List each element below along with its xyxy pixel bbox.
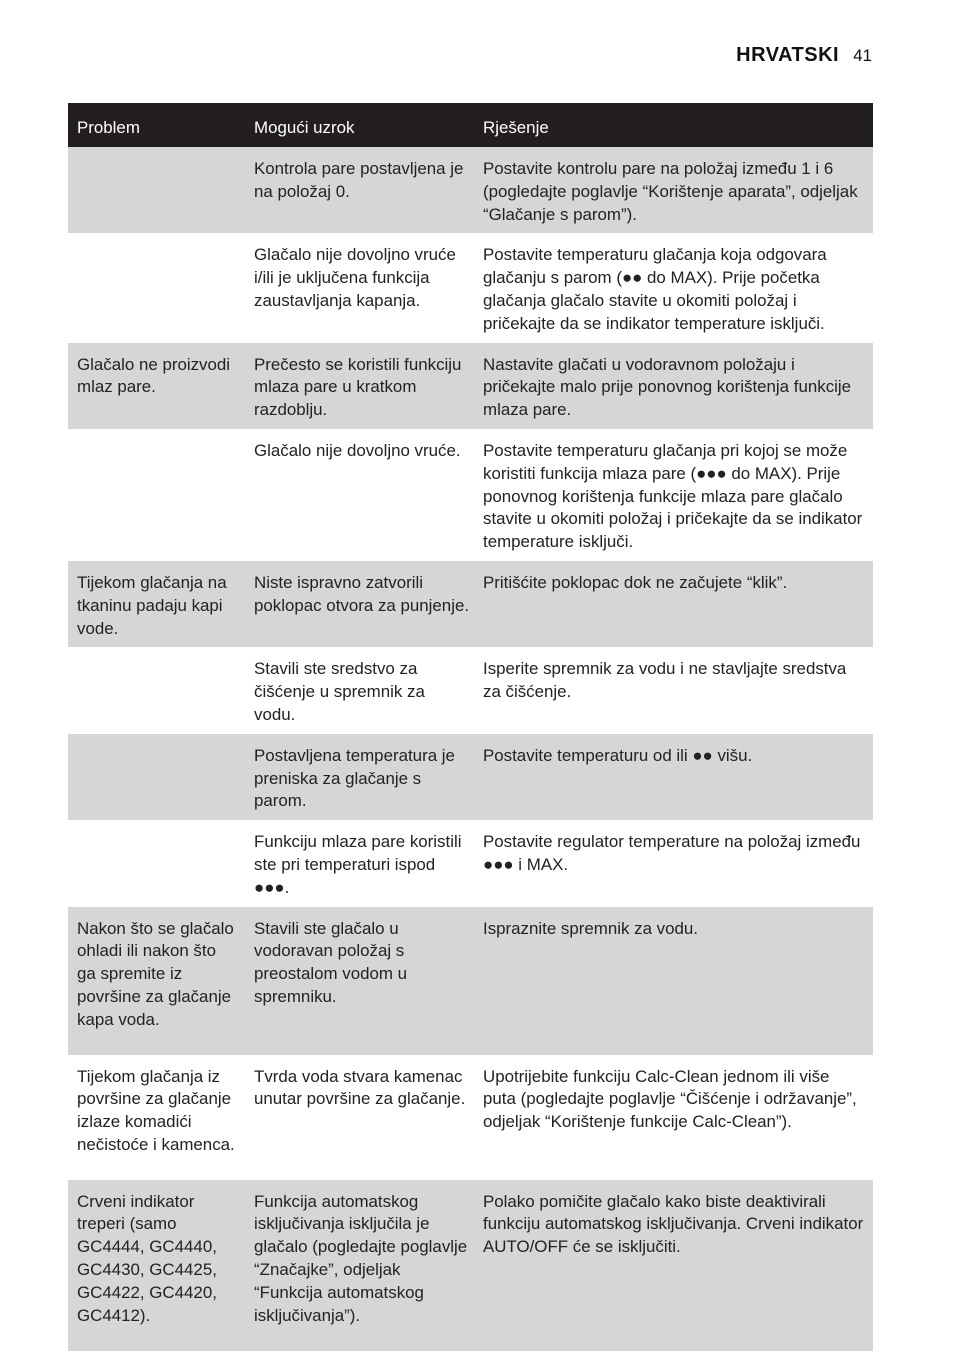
cause-cell: Tvrda voda stvara kamenac unutar površine za glačanje. xyxy=(245,1055,474,1180)
cause-cell: Glačalo nije dovoljno vruće. xyxy=(245,429,474,561)
problem-cell xyxy=(68,820,245,906)
cause-cell: Kontrola pare postavljena je na položaj 0. xyxy=(245,147,474,233)
solution-cell: Isperite spremnik za vodu i ne stavljajte sredstva za čišćenje. xyxy=(474,647,873,733)
table-row xyxy=(68,561,873,647)
problem-cell: Crveni indikator treperi (samo GC4444, GC4440, GC4430, GC4425, GC4422, GC4420, GC4412). xyxy=(68,1180,245,1351)
column-header-cause: Mogući uzrok xyxy=(245,103,474,147)
problem-cell: Tijekom glačanja na tkaninu padaju kapi vode. xyxy=(68,561,245,647)
problem-cell: Glačalo ne proizvodi mlaz pare. xyxy=(68,343,245,429)
solution-cell: Polako pomičite glačalo kako biste deaktivirali funkciju automatskog isključivanja. Crveni indikator AUTO/OFF će se isključiti. xyxy=(474,1180,873,1351)
column-header-solution: Rješenje xyxy=(474,103,873,147)
solution-cell: Postavite temperaturu od ili ●● višu. xyxy=(474,734,873,820)
table-row xyxy=(68,907,873,1055)
table-row xyxy=(68,820,873,906)
problem-cell: Tijekom glačanja iz površine za glačanje izlaze komadići nečistoće i kamenca. xyxy=(68,1055,245,1180)
problem-cell xyxy=(68,647,245,733)
solution-cell: Postavite temperaturu glačanja pri kojoj se može koristiti funkcija mlaza pare (●●● do MAX). Prije ponovnog korištenja funkcije mlaza pare glačalo stavite u okomiti položaj i pričekajte da se indikator temperature isključi. xyxy=(474,429,873,561)
cause-cell: Stavili ste sredstvo za čišćenje u spremnik za vodu. xyxy=(245,647,474,733)
cause-cell: Prečesto se koristili funkciju mlaza pare u kratkom razdoblju. xyxy=(245,343,474,429)
page-number: 41 xyxy=(853,46,872,65)
page-header xyxy=(736,44,872,67)
solution-cell: Nastavite glačati u vodoravnom položaju i pričekajte malo prije ponovnog korištenja funkcije mlaza pare. xyxy=(474,343,873,429)
table-row xyxy=(68,647,873,733)
cause-cell: Niste ispravno zatvorili poklopac otvora za punjenje. xyxy=(245,561,474,647)
solution-cell: Postavite kontrolu pare na položaj između 1 i 6 (pogledajte poglavlje “Korištenje aparata”, odjeljak “Glačanje s parom”). xyxy=(474,147,873,233)
table-row xyxy=(68,147,873,233)
problem-cell: Nakon što se glačalo ohladi ili nakon što ga spremite iz površine za glačanje kapa voda. xyxy=(68,907,245,1055)
column-header-problem: Problem xyxy=(68,103,245,147)
troubleshooting-table xyxy=(68,103,873,1351)
table-row xyxy=(68,343,873,429)
cause-cell: Funkcija automatskog isključivanja isključila je glačalo (pogledajte poglavlje “Značajke”, odjeljak “Funkcija automatskog isključivanja”). xyxy=(245,1180,474,1351)
solution-cell: Pritišćite poklopac dok ne začujete “klik”. xyxy=(474,561,873,647)
cause-cell: Glačalo nije dovoljno vruće i/ili je uključena funkcija zaustavljanja kapanja. xyxy=(245,233,474,342)
solution-cell: Postavite temperaturu glačanja koja odgovara glačanju s parom (●● do MAX). Prije početka glačanja glačalo stavite u okomiti položaj i pričekajte da se indikator temperature isključi. xyxy=(474,233,873,342)
cause-cell: Postavljena temperatura je preniska za glačanje s parom. xyxy=(245,734,474,820)
table-row xyxy=(68,429,873,561)
table-row xyxy=(68,1055,873,1180)
problem-cell xyxy=(68,233,245,342)
table-row xyxy=(68,233,873,342)
cause-cell: Stavili ste glačalo u vodoravan položaj s preostalom vodom u spremniku. xyxy=(245,907,474,1055)
problem-cell xyxy=(68,147,245,233)
table-row xyxy=(68,1180,873,1351)
cause-cell: Funkciju mlaza pare koristili ste pri temperaturi ispod ●●●. xyxy=(245,820,474,906)
solution-cell: Ispraznite spremnik za vodu. xyxy=(474,907,873,1055)
problem-cell xyxy=(68,429,245,561)
problem-cell xyxy=(68,734,245,820)
table-row xyxy=(68,734,873,820)
section-language-title: HRVATSKI xyxy=(736,44,840,66)
solution-cell: Postavite regulator temperature na položaj između ●●● i MAX. xyxy=(474,820,873,906)
table-header-row xyxy=(68,103,873,147)
solution-cell: Upotrijebite funkciju Calc-Clean jednom ili više puta (pogledajte poglavlje “Čišćenje i održavanje”, odjeljak “Korištenje funkcije Calc-Clean”). xyxy=(474,1055,873,1180)
